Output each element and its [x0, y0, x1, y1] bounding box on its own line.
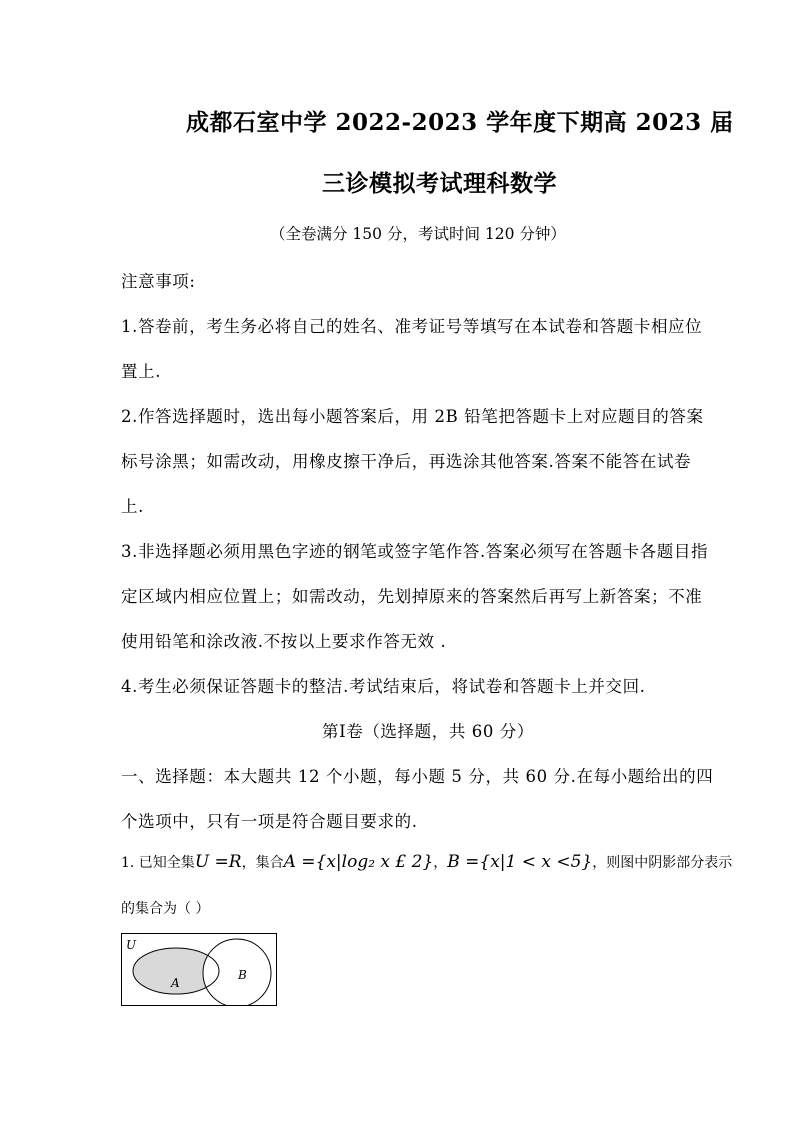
notice-item-1-line-2: 置上.	[121, 362, 162, 381]
question-1-prefix: 1. 已知全集	[121, 855, 195, 871]
set-b-circle	[203, 939, 271, 1006]
section-intro-line-1: 一、选择题：本大题共 12 个小题，每小题 5 分，共 60 分.在每小题给出的四	[121, 767, 714, 786]
set-a-expr: A ={x|log₂ x £ 2}	[283, 852, 434, 872]
question-1-suffix: ，则图中阴影部分表示	[592, 855, 733, 871]
venn-label-a: A	[171, 976, 180, 990]
notice-heading: 注意事项:	[121, 272, 196, 291]
universal-set-expr: U =R	[194, 852, 242, 872]
notice-item-3-line-2: 定区域内相应位置上；如需改动，先划掉原来的答案然后再写上新答案；不准	[121, 587, 703, 606]
notice-item-4-line-1: 4.考生必须保证答题卡的整洁.考试结束后，将试卷和答题卡上并交回.	[121, 677, 646, 696]
venn-label-u: U	[126, 938, 137, 952]
question-1-line-2: 的集合为（ ）	[121, 901, 210, 917]
section-intro-line-2: 个选项中，只有一项是符合题目要求的.	[121, 812, 418, 831]
notice-item-1-line-1: 1.答卷前，考生务必将自己的姓名、准考证号等填写在本试卷和答题卡相应位	[121, 317, 703, 336]
notice-item-3-line-1: 3.非选择题必须用黑色字迹的钢笔或签字笔作答.答案必须写在答题卡各题目指	[121, 542, 709, 561]
notice-item-2-line-1: 2.作答选择题时，选出每小题答案后，用 2B 铅笔把答题卡上对应题目的答案	[121, 407, 704, 426]
venn-diagram	[121, 933, 277, 1006]
venn-diagram-svg	[121, 933, 277, 1006]
exam-title-line1: 成都石室中学 2022-2023 学年度下期高 2023 届	[186, 109, 734, 136]
question-1-line-1	[121, 852, 732, 872]
notice-item-2-line-3: 上.	[121, 497, 144, 516]
exam-title-line2: 三诊模拟考试理科数学	[322, 170, 557, 197]
notice-item-3-line-3: 使用铅笔和涂改液.不按以上要求作答无效 .	[121, 632, 447, 651]
set-b-expr: B ={x|1 < x <5}	[447, 852, 593, 872]
notice-item-2-line-2: 标号涂黑；如需改动，用橡皮擦干净后，再选涂其他答案.答案不能答在试卷	[121, 452, 692, 471]
question-1-mid: ，集合	[241, 855, 284, 871]
part-title: 第Ⅰ卷（选择题，共 60 分）	[322, 722, 535, 741]
question-1-comma: ，	[433, 855, 448, 871]
venn-label-b: B	[238, 968, 247, 982]
exam-meta: （全卷满分 150 分，考试时间 120 分钟）	[270, 225, 566, 243]
